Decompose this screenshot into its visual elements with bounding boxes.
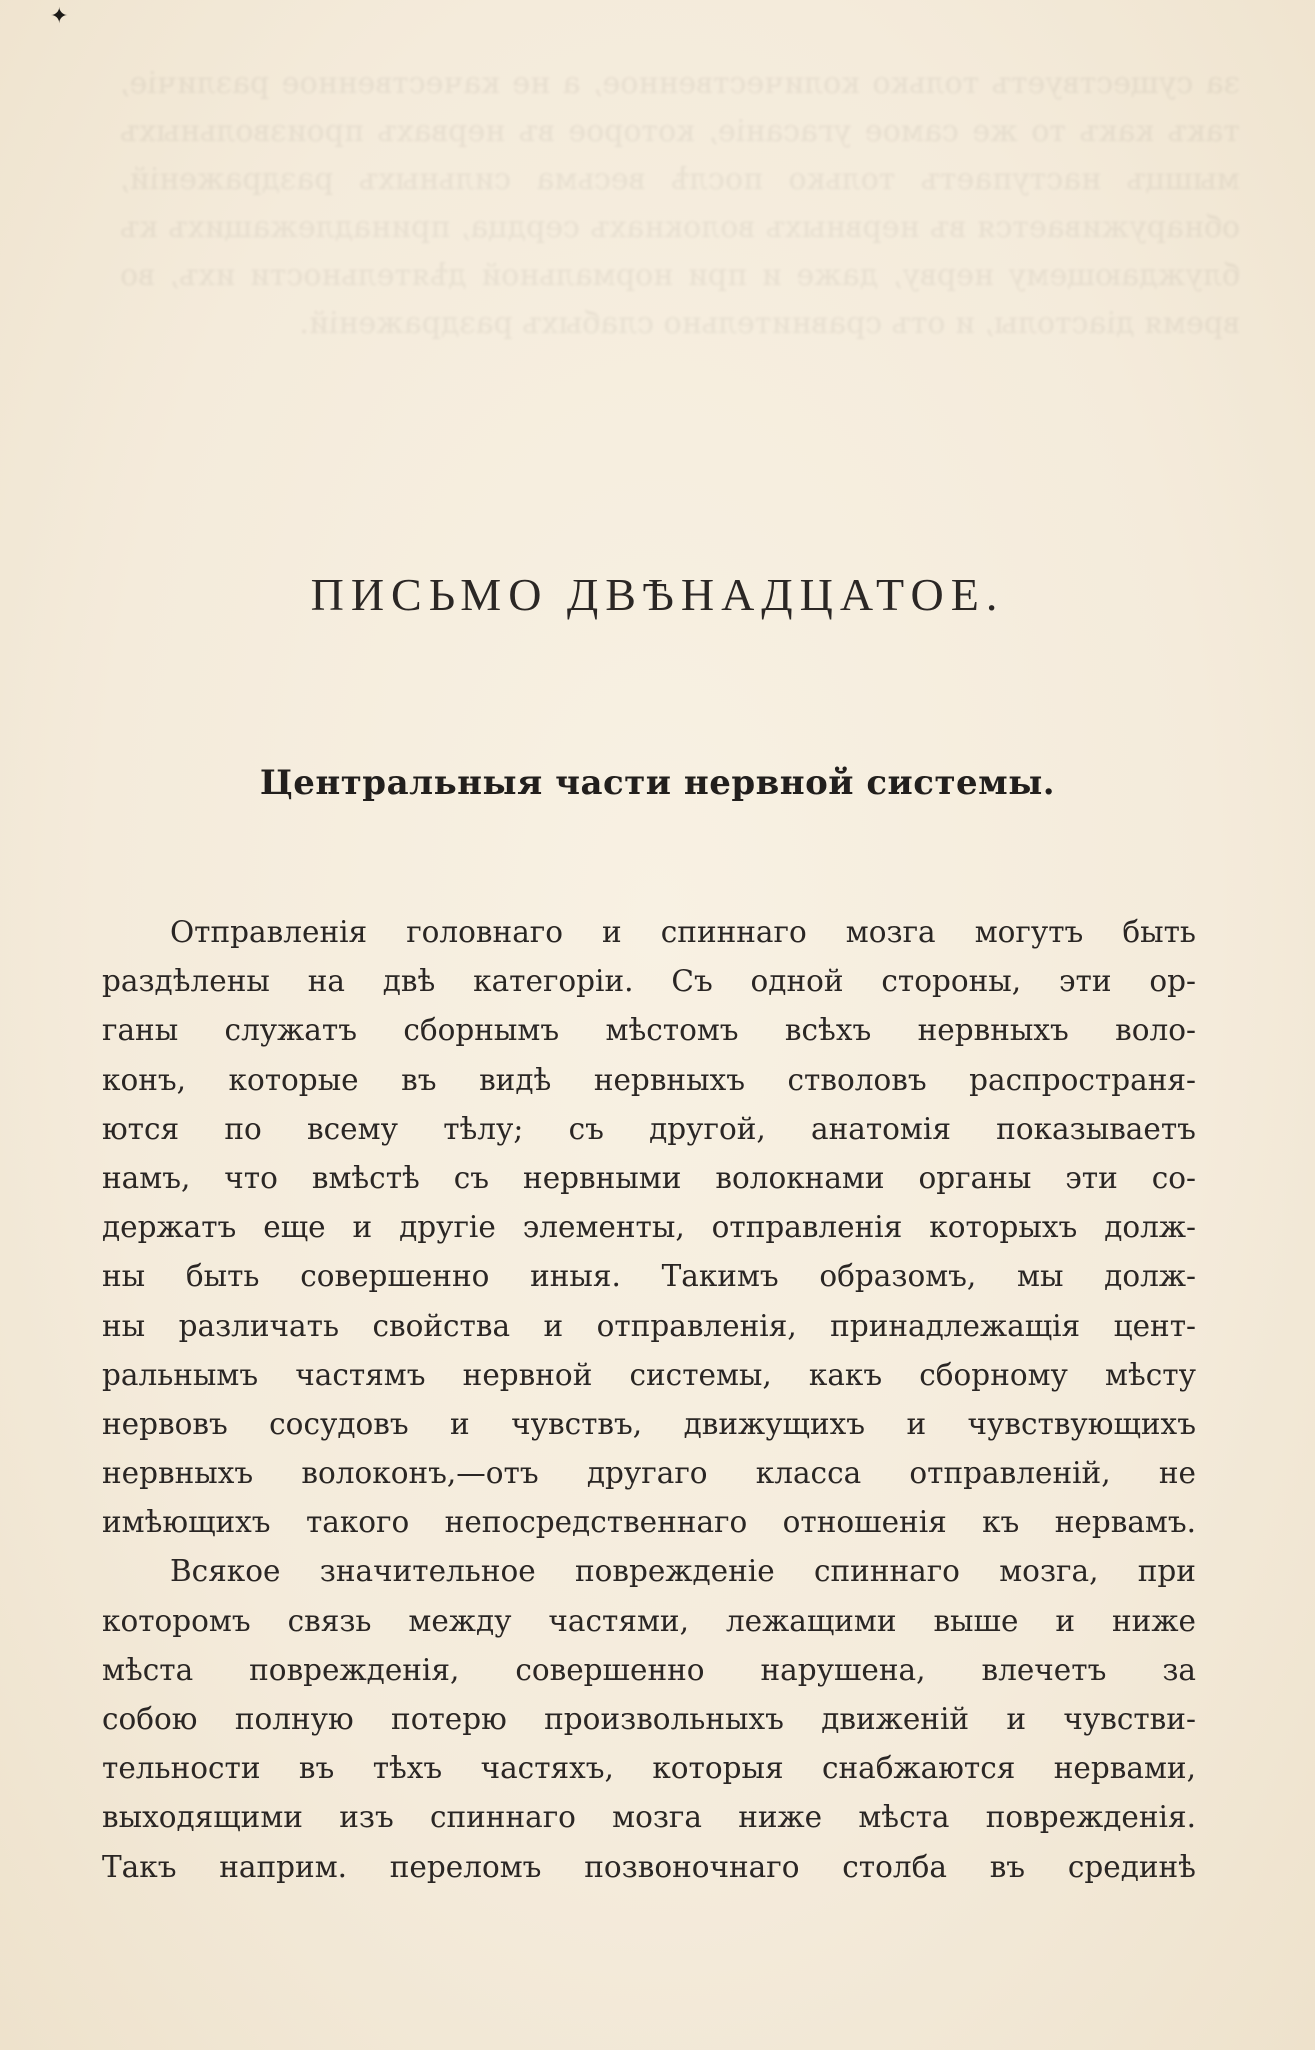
text-line: намъ, что вмѣстѣ съ нервными волокнами органы эти со- (102, 1160, 1196, 1195)
text-line: тельности въ тѣхъ частяхъ, которыя снабжаются нервами, (102, 1751, 1196, 1786)
text-line: держатъ еще и другіе элементы, отправленія которыхъ долж- (102, 1210, 1196, 1245)
show-through-text: за существуетъ только количественное, а не качественное различіе, такъ какъ то же самое угасаніе, которое въ нервахъ произвольныхъ мышцъ наступаетъ только послѣ весьма сильныхъ раздраженій, обнаруживается въ нервныхъ волокнахъ сердца, принадлежащихъ къ блуждающему нерву, даже и при нормальной дѣятельности ихъ, во время діастолы, и отъ сравнительно слабыхъ раздраженій. (120, 66, 1240, 341)
text-line: ны различать свойства и отправленія, принадлежащія цент- (102, 1308, 1196, 1343)
text-line: нервовъ сосудовъ и чувствъ, движущихъ и чувствующихъ (102, 1406, 1196, 1441)
page-corner-mark: ✦ (50, 4, 69, 29)
text-line: нервныхъ волоконъ,—отъ другаго класса отправленій, не (102, 1456, 1196, 1491)
text-line: мѣста поврежденія, совершенно нарушена, влечетъ за (102, 1652, 1196, 1687)
text-line: выходящими изъ спиннаго мозга ниже мѣста поврежденія. (102, 1800, 1196, 1835)
letter-heading: ПИСЬМО ДВѢНАДЦАТОЕ. (310, 569, 1005, 620)
text-line: ральнымъ частямъ нервной системы, какъ сборному мѣсту (102, 1357, 1196, 1392)
text-line: собою полную потерю произвольныхъ движеній и чувстви- (102, 1702, 1196, 1736)
text-line: конъ, которые въ видѣ нервныхъ стволовъ распространя- (102, 1062, 1196, 1097)
text-line: ются по всему тѣлу; съ другой, анатомія показываетъ (102, 1111, 1196, 1146)
text-line: имѣющихъ такого непосредственнаго отношенія къ нервамъ. (102, 1505, 1196, 1540)
text-line: ны быть совершенно иныя. Такимъ образомъ, мы долж- (102, 1259, 1196, 1294)
text-line: Всякое значительное поврежденіе спиннаго мозга, при (170, 1554, 1196, 1589)
section-heading: Центральныя части нервной системы. (259, 763, 1056, 803)
text-line: Отправленія головнаго и спиннаго мозга могутъ быть (170, 915, 1196, 949)
text-line: ганы служатъ сборнымъ мѣстомъ всѣхъ нервныхъ воло- (102, 1013, 1196, 1048)
text-line: раздѣлены на двѣ категоріи. Съ одной стороны, эти ор- (102, 964, 1196, 999)
body-text (102, 908, 1196, 1892)
text-line: Такъ наприм. переломъ позвоночнаго столба въ срединѣ (102, 1849, 1196, 1884)
text-line: которомъ связь между частями, лежащими выше и ниже (102, 1603, 1196, 1638)
